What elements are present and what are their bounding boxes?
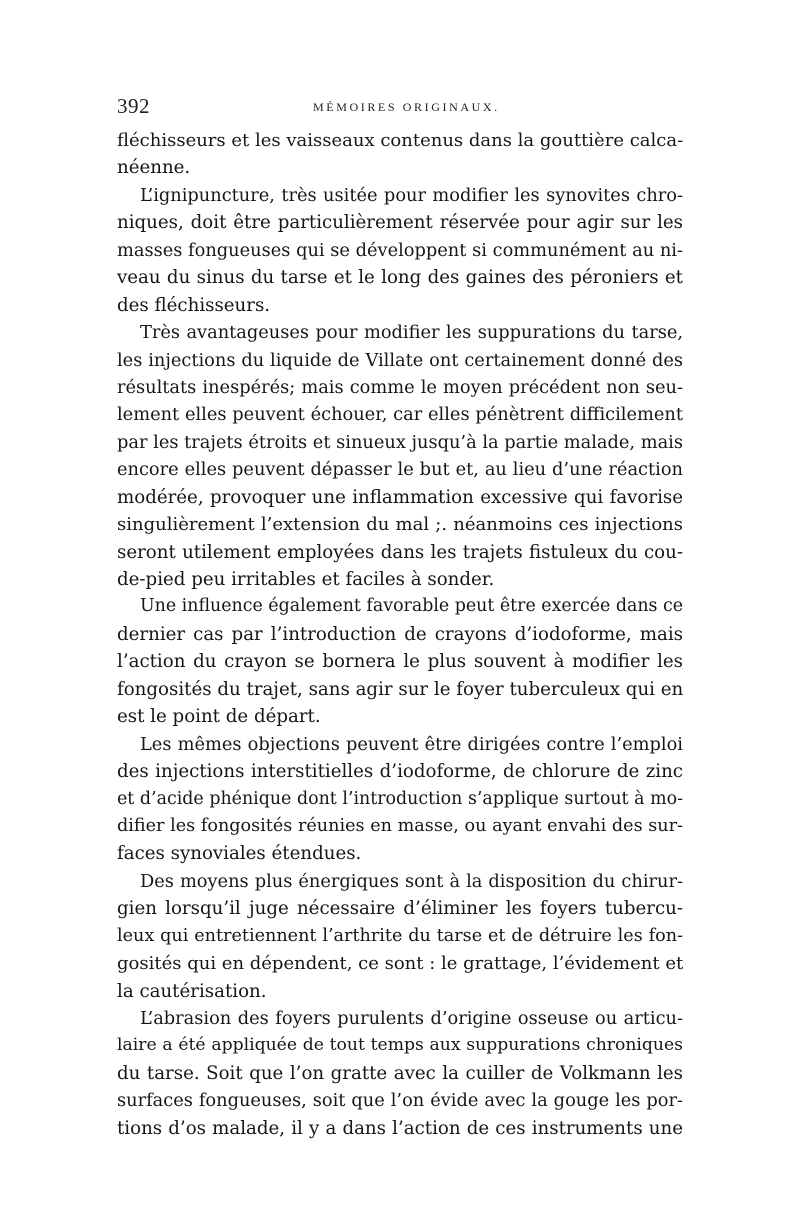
text-line: l’action du crayon se bornera le plus souvent à modifier les bbox=[117, 651, 683, 673]
text-line: des injections interstitielles d’iodoforme, de chlorure de zinc bbox=[117, 761, 683, 783]
body-text bbox=[117, 127, 683, 1142]
text-line: Les mêmes objections peuvent être dirigées contre l’emploi bbox=[140, 733, 683, 755]
text-line: fléchisseurs et les vaisseaux contenus dans la gouttière calca- bbox=[117, 130, 684, 151]
text-line: du tarse. Soit que l’on gratte avec la cuiller de Volkmann les bbox=[117, 1062, 683, 1084]
page-number: 392 bbox=[117, 94, 150, 118]
text-line: veau du sinus du tarse et le long des gaines des péroniers et bbox=[117, 267, 683, 289]
text-line: les injections du liquide de Villate ont certainement donné des bbox=[117, 349, 683, 371]
text-line: la cautérisation. bbox=[117, 980, 267, 1002]
page-header bbox=[117, 94, 683, 118]
text-line: Très avantageuses pour modifier les suppurations du tarse, bbox=[140, 322, 683, 344]
text-line: fongosités du trajet, sans agir sur le foyer tuberculeux qui en bbox=[117, 678, 684, 700]
text-line: et d’acide phénique dont l’introduction s’applique surtout à mo- bbox=[117, 788, 683, 809]
text-line: Une influence également favorable peut être exercée dans ce bbox=[140, 596, 684, 617]
text-line: difier les fongosités réunies en masse, ou ayant envahi des sur- bbox=[117, 815, 683, 836]
text-line: singulièrement l’extension du mal ;. néanmoins ces injections bbox=[117, 514, 683, 536]
text-line: dernier cas par l’introduction de crayons d’iodoforme, mais bbox=[117, 623, 683, 645]
text-line: seront utilement employées dans les trajets fistuleux du cou- bbox=[117, 541, 683, 563]
text-line: L’ignipuncture, très usitée pour modifier les synovites chro- bbox=[140, 184, 683, 206]
text-line: niques, doit être particulièrement réservée pour agir sur les bbox=[117, 212, 683, 234]
text-line: masses fongueuses qui se développent si communément au ni- bbox=[117, 239, 683, 261]
text-line: par les trajets étroits et sinueux jusqu’à la partie malade, mais bbox=[117, 431, 683, 453]
text-line: néenne. bbox=[117, 157, 191, 179]
text-line: résultats inespérés; mais comme le moyen précédent non seu- bbox=[117, 376, 683, 398]
text-line: de-pied peu irritables et faciles à sonder. bbox=[117, 569, 495, 590]
text-line: des fléchisseurs. bbox=[117, 294, 271, 316]
text-line: tions d’os malade, il y a dans l’action de ces instruments une bbox=[117, 1117, 683, 1139]
running-head: MÉMOIRES ORIGINAUX. bbox=[313, 100, 500, 114]
text-line: lement elles peuvent échouer, car elles pénètrent difficilement bbox=[117, 404, 683, 426]
text-line: encore elles peuvent dépasser le but et, au lieu d’une réaction bbox=[117, 459, 683, 481]
text-line: surfaces fongueuses, soit que l’on évide avec la gouge les por- bbox=[117, 1090, 683, 1112]
text-line: leux qui entretiennent l’arthrite du tarse et de détruire les fon- bbox=[117, 925, 683, 946]
text-line: laire a été appliquée de tout temps aux suppurations chroniques bbox=[117, 1035, 683, 1056]
text-line: faces synoviales étendues. bbox=[117, 843, 362, 865]
text-line: gosités qui en dépendent, ce sont : le grattage, l’évidement et bbox=[117, 953, 684, 975]
text-line: gien lorsqu’il juge nécessaire d’éliminer les foyers tubercu- bbox=[117, 898, 683, 920]
text-line: Des moyens plus énergiques sont à la disposition du chirur- bbox=[140, 870, 683, 892]
text-line: L’abrasion des foyers purulents d’origine osseuse ou articu- bbox=[140, 1008, 683, 1029]
text-line: modérée, provoquer une inflammation excessive qui favorise bbox=[117, 486, 683, 508]
text-line: est le point de départ. bbox=[117, 706, 321, 728]
